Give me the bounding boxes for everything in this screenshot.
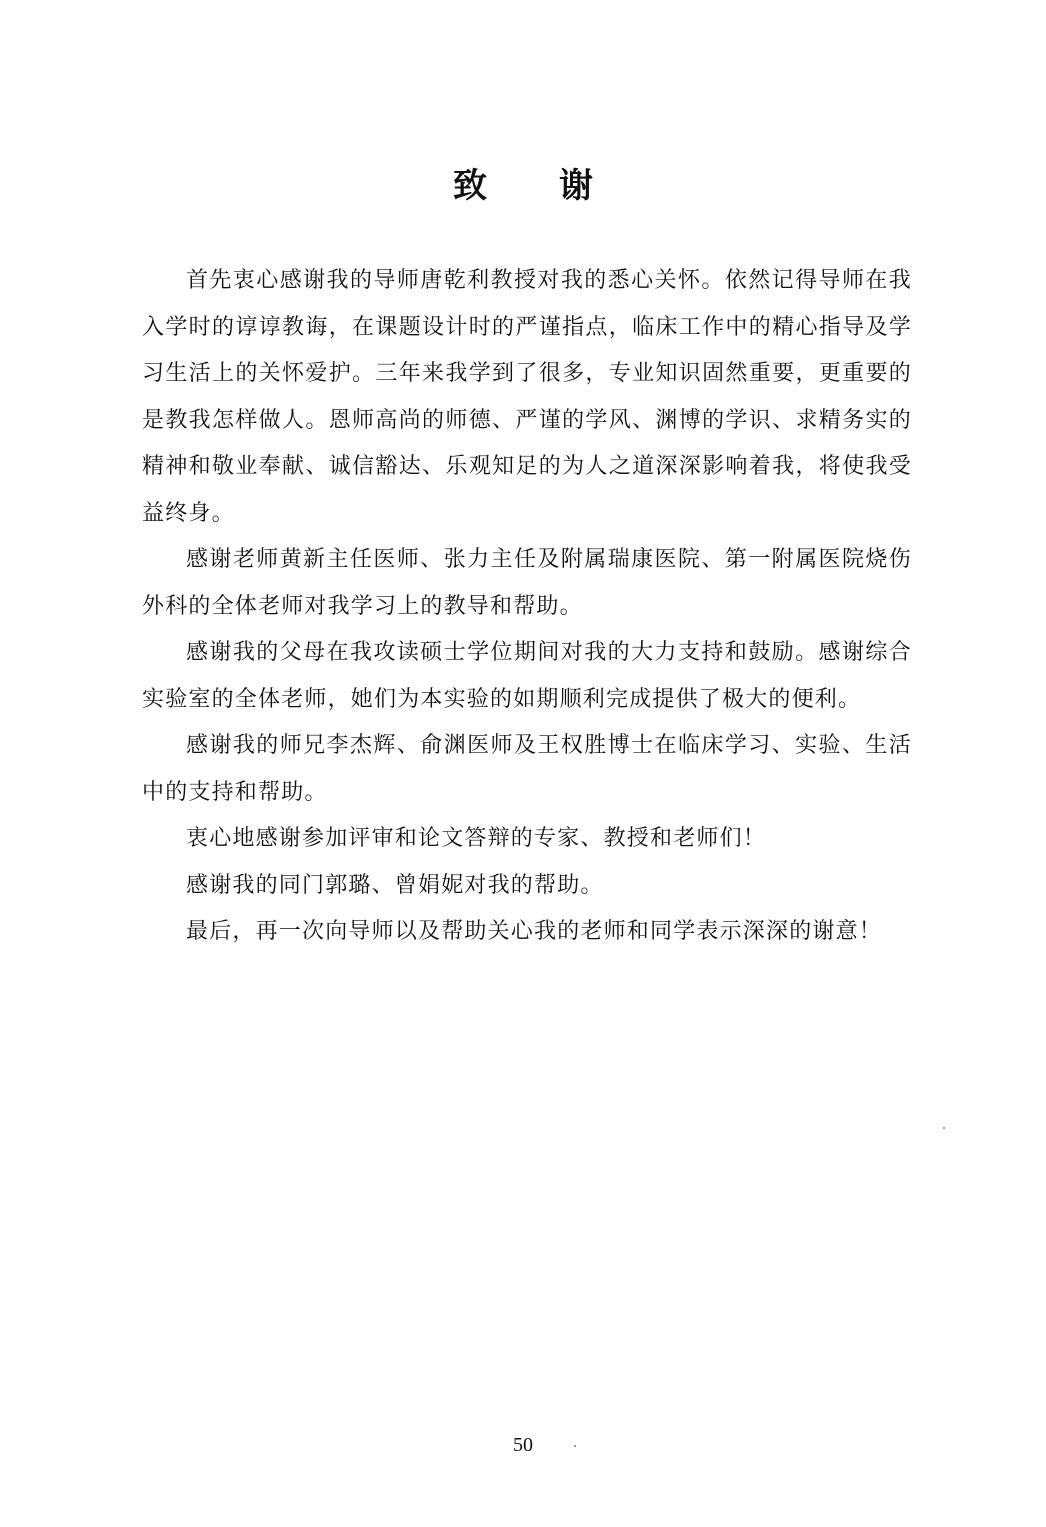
acknowledgement-body	[142, 258, 912, 956]
page-number: 50	[513, 1434, 533, 1456]
paragraph-teachers: 感谢老师黄新主任医师、张力主任及附属瑞康医院、第一附属医院烧伤外科的全体老师对我学习上的教导和帮助。	[142, 547, 912, 619]
paragraph-parents-lab: 感谢我的父母在我攻读硕士学位期间对我的大力支持和鼓励。感谢综合实验室的全体老师，她们为本实验的如期顺利完成提供了极大的便利。	[142, 640, 912, 712]
paragraph-classmates: 感谢我的同门郭璐、曾娟妮对我的帮助。	[186, 872, 604, 898]
scan-speck	[943, 1127, 945, 1129]
paragraph-reviewers: 衷心地感谢参加评审和论文答辩的专家、教授和老师们！	[186, 826, 767, 851]
paragraph-advisor: 首先衷心感谢我的导师唐乾利教授对我的悉心关怀。依然记得导师在我入学时的谆谆教诲，在课题设计时的严谨指点，临床工作中的精心指导及学习生活上的关怀爱护。三年来我学到了很多，专业知识固然重要，更重要的是教我怎样做人。恩师高尚的师德、严谨的学风、渊博的学识、求精务实的精神和敬业奉献、诚信豁达、乐观知足的为人之道深深影响着我，将使我受益终身。	[142, 268, 912, 526]
paragraph-seniors: 感谢我的师兄李杰辉、俞渊医师及王权胜博士在临床学习、实验、生活中的支持和帮助。	[142, 733, 912, 805]
paragraph-closing: 最后，再一次向导师以及帮助关心我的老师和同学表示深深的谢意！	[186, 919, 883, 944]
scan-speck	[574, 1445, 576, 1447]
page-title: 致谢	[453, 166, 665, 206]
